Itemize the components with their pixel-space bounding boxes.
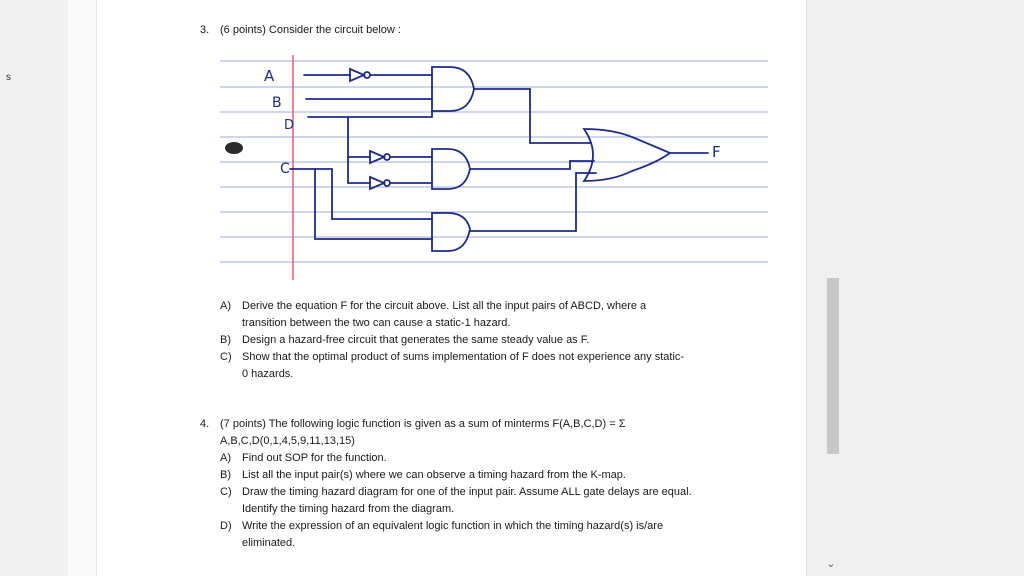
q4-part-b-label: B)	[220, 469, 231, 481]
q3-part-a-line2: transition between the two can cause a static-1 hazard.	[242, 317, 511, 329]
label-a: A	[264, 67, 275, 85]
q4-part-c-line2: Identify the timing hazard from the diagram.	[242, 503, 455, 515]
q4-part-c-line1: Draw the timing hazard diagram for one of the input pair. Assume ALL gate delays are equal.	[242, 486, 692, 498]
page-shadow	[68, 0, 97, 576]
q3-part-a-label: A)	[220, 300, 231, 312]
q3-header: (6 points) Consider the circuit below :	[220, 24, 401, 36]
q4-header-line2: A,B,C,D(0,1,4,5,9,11,13,15)	[220, 435, 355, 447]
q4-part-b-line1: List all the input pair(s) where we can observe a timing hazard from the K-map.	[242, 469, 626, 481]
q3-number: 3.	[200, 24, 210, 36]
left-gutter	[0, 0, 68, 576]
smudge	[225, 142, 243, 154]
scrollbar-thumb[interactable]	[827, 278, 839, 454]
q3-part-c-line1: Show that the optimal product of sums implementation of F does not experience any static-	[242, 351, 685, 363]
q3-part-a-line1: Derive the equation F for the circuit above. List all the input pairs of ABCD, where a	[242, 300, 647, 312]
label-d: D	[284, 118, 295, 133]
q4-number: 4.	[200, 418, 210, 430]
q4-part-d-line2: eliminated.	[242, 537, 296, 549]
q3-part-b-line1: Design a hazard-free circuit that generates the same steady value as F.	[242, 334, 590, 346]
circuit-figure	[220, 55, 768, 285]
q3-part-c-label: C)	[220, 351, 232, 363]
q4-part-c-label: C)	[220, 486, 232, 498]
q4-part-a-label: A)	[220, 452, 231, 464]
stray-mark: s	[6, 72, 11, 83]
q3-part-b-label: B)	[220, 334, 231, 346]
label-c: C	[280, 161, 290, 177]
scroll-down-arrow-icon[interactable]: ⌄	[826, 558, 836, 570]
label-f: F	[712, 143, 721, 161]
q4-part-a-line1: Find out SOP for the function.	[242, 452, 387, 464]
q4-part-d-label: D)	[220, 520, 232, 532]
label-b: B	[272, 95, 282, 111]
q3-part-c-line2: 0 hazards.	[242, 368, 294, 380]
q4-part-d-line1: Write the expression of an equivalent logic function in which the timing hazard(s) is/are	[242, 520, 664, 532]
q4-header-line1: (7 points) The following logic function is given as a sum of minterms F(A,B,C,D) = Σ	[220, 418, 626, 430]
